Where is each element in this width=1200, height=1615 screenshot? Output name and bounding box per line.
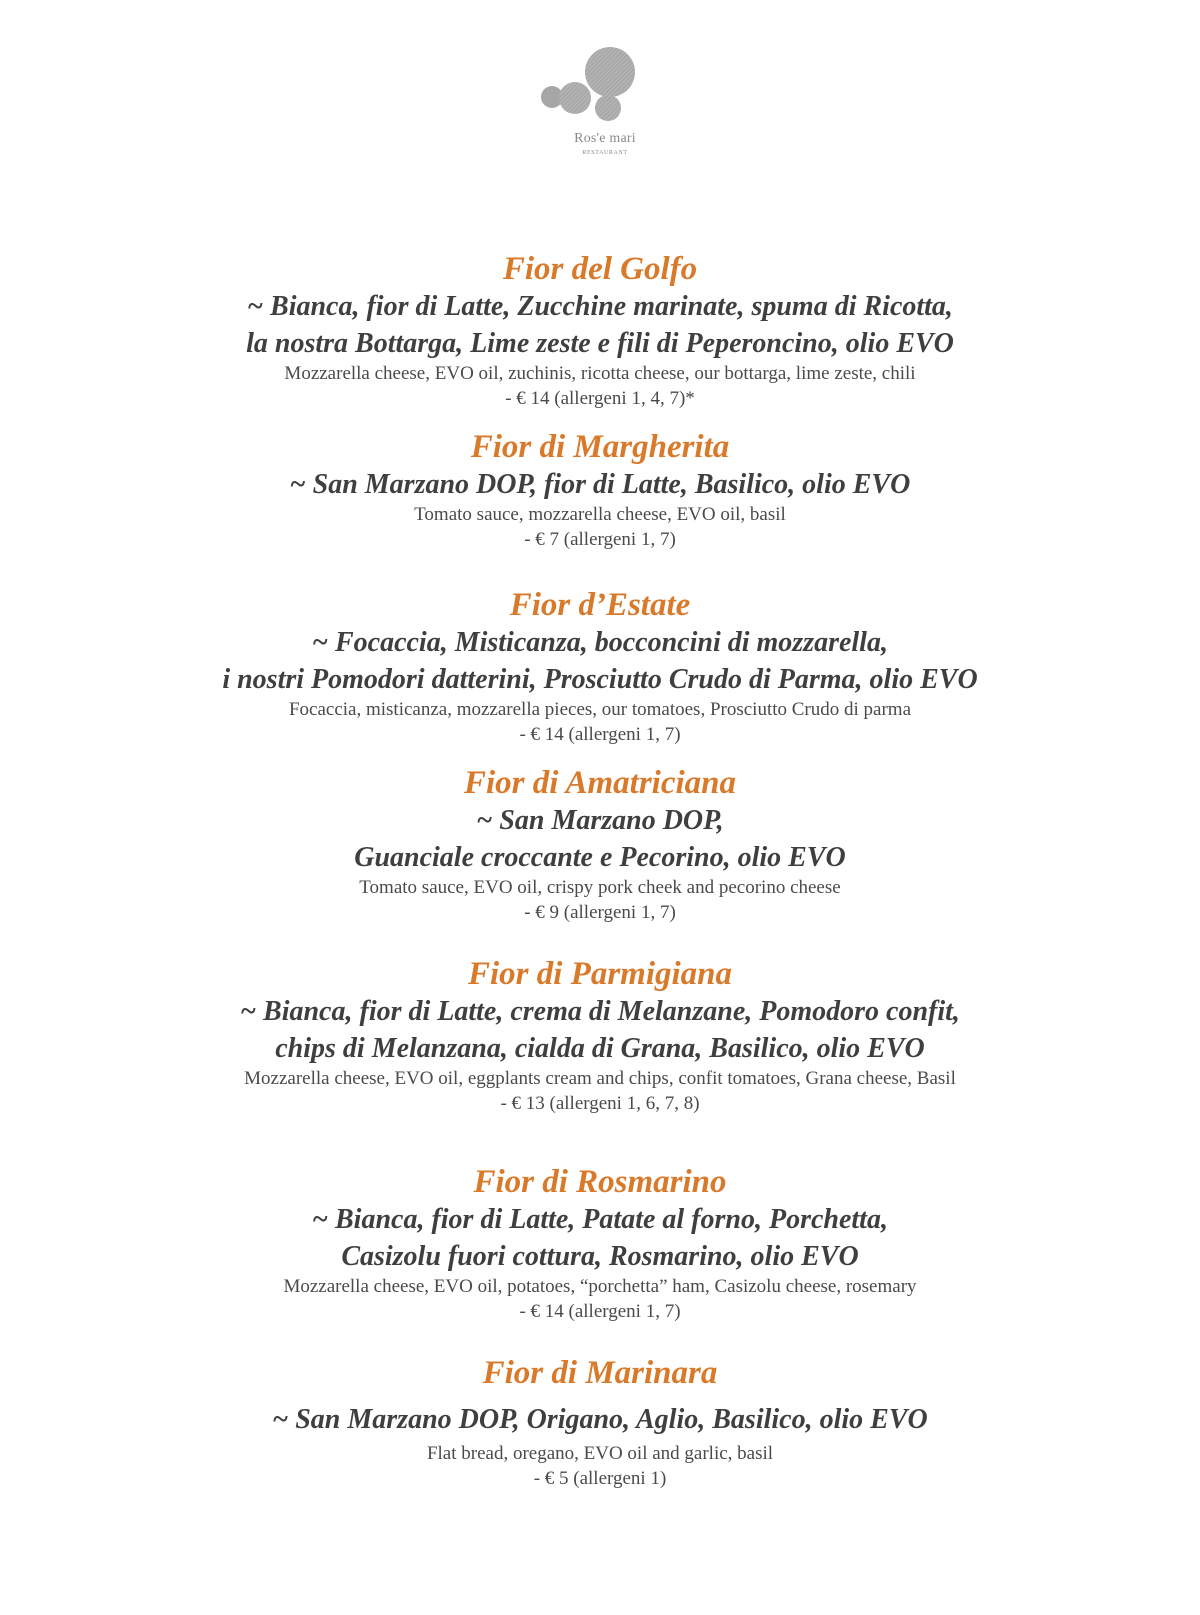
circles-logo-icon	[540, 42, 670, 132]
dish-price: - € 14 (allergeni 1, 4, 7)*	[505, 388, 695, 409]
dish-price: - € 5 (allergeni 1)	[533, 1468, 667, 1489]
dish-italian-line: Guanciale croccante e Pecorino, olio EVO	[354, 842, 846, 873]
dish-italian-line: ~ Bianca, fior di Latte, crema di Melanzane, Pomodoro confit,	[240, 996, 960, 1027]
dish-english-description: Mozzarella cheese, EVO oil, potatoes, “porchetta” ham, Casizolu cheese, rosemary	[283, 1276, 917, 1297]
dish-price: - € 9 (allergeni 1, 7)	[524, 902, 676, 923]
menu-item	[0, 586, 1200, 748]
menu-item	[0, 250, 1200, 412]
dish-italian-line: chips di Melanzana, cialda di Grana, Basilico, olio EVO	[275, 1033, 925, 1064]
dish-english-description: Focaccia, misticanza, mozzarella pieces, our tomatoes, Prosciutto Crudo di parma	[288, 699, 912, 720]
dish-english-description: Flat bread, oregano, EVO oil and garlic, basil	[426, 1443, 774, 1464]
restaurant-logo	[540, 42, 670, 172]
dish-name: Fior di Rosmarino	[473, 1164, 727, 1200]
dish-italian-line: ~ San Marzano DOP, fior di Latte, Basilico, olio EVO	[289, 469, 911, 500]
dish-name: Fior di Marinara	[482, 1355, 718, 1391]
menu-item	[0, 428, 1200, 553]
dish-english-description: Mozzarella cheese, EVO oil, zuchinis, ricotta cheese, our bottarga, lime zeste, chili	[284, 363, 916, 384]
dish-price: - € 7 (allergeni 1, 7)	[524, 529, 676, 550]
dish-italian-line: ~ San Marzano DOP,	[476, 805, 724, 836]
restaurant-name: Ros'e mari	[574, 131, 636, 146]
dish-english-description: Mozzarella cheese, EVO oil, eggplants cream and chips, confit tomatoes, Grana cheese, Basil	[244, 1068, 956, 1089]
menu-item	[0, 764, 1200, 926]
dish-name: Fior di Parmigiana	[467, 956, 733, 992]
dish-price: - € 13 (allergeni 1, 6, 7, 8)	[500, 1093, 700, 1114]
dish-name: Fior di Margherita	[470, 429, 730, 465]
menu-item	[0, 955, 1200, 1117]
dish-name: Fior d’Estate	[509, 587, 691, 623]
restaurant-subtitle: RESTAURANT	[582, 150, 628, 156]
menu-item	[0, 1354, 1200, 1492]
dish-italian-line: ~ Focaccia, Misticanza, bocconcini di mozzarella,	[312, 627, 888, 658]
dish-english-description: Tomato sauce, EVO oil, crispy pork cheek and pecorino cheese	[359, 877, 841, 898]
dish-italian-line: Casizolu fuori cottura, Rosmarino, olio EVO	[341, 1241, 859, 1272]
menu-item	[0, 1163, 1200, 1325]
dish-name: Fior di Amatriciana	[464, 765, 736, 801]
dish-italian-line: ~ Bianca, fior di Latte, Zucchine marinate, spuma di Ricotta,	[247, 291, 953, 322]
dish-italian-line: la nostra Bottarga, Lime zeste e fili di Peperoncino, olio EVO	[246, 328, 954, 359]
dish-name: Fior del Golfo	[502, 251, 698, 287]
dish-price: - € 14 (allergeni 1, 7)	[519, 724, 681, 745]
dish-italian-line: ~ Bianca, fior di Latte, Patate al forno, Porchetta,	[312, 1204, 888, 1235]
dish-english-description: Tomato sauce, mozzarella cheese, EVO oil, basil	[414, 504, 786, 525]
dish-price: - € 14 (allergeni 1, 7)	[519, 1301, 681, 1322]
dish-italian-line: i nostri Pomodori datterini, Prosciutto Crudo di Parma, olio EVO	[222, 664, 978, 695]
dish-italian-line: ~ San Marzano DOP, Origano, Aglio, Basilico, olio EVO	[272, 1404, 928, 1435]
